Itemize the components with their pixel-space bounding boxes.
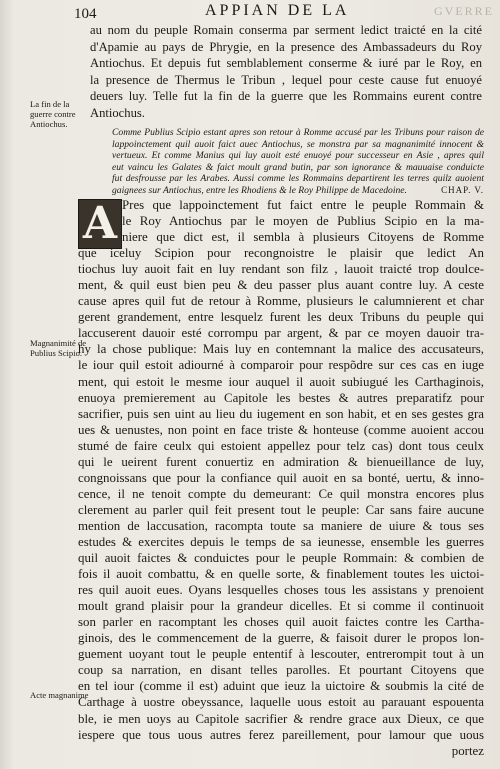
text-line: la presence de Thermus le Tribun , lequel pour ceste cause fut enuoyé [90,72,482,87]
text-line: niere que dict est, il sembla à plusieurs Citoyens de Romme [122,230,484,245]
text-line: d'Apamie au pays de Phrygie, en la presence des Ambassadeurs du Roy [90,39,482,54]
margin-note-magnanimity: Magnanimité de Publius Scipio. [30,338,87,358]
text-line: gerent grandement, entre lesquelz furent les deux Tribuns du peuple qui [78,310,484,325]
text-line: Pres que lappoinctement fut faict entre le peuple Rommain & [122,198,484,212]
text-line: quil auoit faictes & conduictes pour le peuple Rommain: & combien de [78,551,484,566]
text-line: moult grand plaisir pour la grandeur dicelles. Et si comme il continuoit [78,599,484,614]
margin-note-war-end: La fin de la guerre contre Antiochus. [30,99,76,129]
text-line: ment, & quil eust bien peu & deu passer plus auant contre luy. A ceste [78,278,484,293]
text-line: laccuserent dauoir esté corrompu par argent, & par ce moyen dauoir tra- [78,326,484,341]
text-line: Antiochus. [90,105,145,120]
text-line: le Roy Antiochus par le moyen de Publius Scipio en la ma- [122,214,484,229]
text-line: Antiochus. Et depuis fut semblablement conserme & iuré par le Roy, en [90,56,482,71]
text-line: son parler en racomptant les choses quil auoit faictes contre les Cartha- [78,615,484,630]
running-head: APPIAN DE LA [205,2,350,19]
main-body-text [78,197,484,759]
text-line: mention de laccusation, racompta toute sa maniere de uiure & tous ses [78,518,484,533]
text-line: ble, ie men uoys au Capitole sacrifier & rendre grace aux Dieux, ce que [78,711,484,726]
chapter-summary [112,127,484,196]
summary-line: Comme Publius Scipio estant apres son retour à Romme accusé par les Tribuns pour raison de [112,127,484,138]
text-line: en tel iour (comme il est) aduint que ieuz la uictoire & soubmis la cité de [78,679,484,694]
summary-line: fut desfrousse par les Arabes. Aussi comme les Rommains departirent les terres quilz auoient [112,173,484,184]
text-line: sacrifier, puis sen uint au lieu du iugement en son habit, et en ses gestes gra [78,406,484,421]
text-line: hy la chose publique: Mais luy en contemnant la malice des accusateurs, [78,342,484,357]
text-line: cence, il ne tenoit compte du demeurant: Ce quil monstra encores plus [78,486,484,501]
text-line: guement uoyant tout le peuple ententif à lescouter, entrerompit tout à un [78,647,484,662]
text-line: ment, qui estoit le mesme iour auquel il auoit subiugué les Carthaginois, [78,374,484,389]
bleed-through-text: GVERRE [434,4,494,18]
text-line: fois il auoit combattu, & en quelle sorte, & finablement toutes les uictoi- [78,567,484,582]
page-header [0,2,500,24]
text-line: Carthage à uostre obeyssance, laquelle uous estoit au parauant espouenta [78,695,484,710]
text-line: deuers luy. Telle fut la fin de la guerre que les Rommains eurent contre [90,89,482,104]
margin-note-magnanimous-act: Acte magnanime [30,690,89,700]
text-line: qui le ueirent furent conuertiz en admiration & bienueillance de luy, [78,454,484,469]
page-number: 104 [74,6,97,22]
summary-line: eut vaincu les Galates & faict moult grand butin, par son ignorance & mauuaise conduicte [112,161,484,173]
summary-line: gaignees sur Antiochus, entre les Rhodiens & le Roy Philippe de Macedoine. [112,184,407,196]
drop-cap-letter: A [82,198,118,249]
text-line: que iceluy Scipion pour recongnoistre le plaisir que ledict An [78,246,484,261]
text-line: tiochus luy auoit fait en luy rendant son filz , lauoit traicté trop doulce- [78,262,484,277]
text-line: coup sa narration, en disant telles parolles. Et pourtant Citoyens que [78,663,484,678]
catchword: portez [451,743,484,758]
text-line: le iour quil estoit adiourné à comparoir pour respõdre sur ces cas en iuge [78,358,484,373]
text-line: cause apres quil fut de retour à Romme, plusieurs le calumnierent et char [78,294,484,309]
text-line: stumé de faire ceulx qui estoient appellez pour telz cas) dont tous ceulx [78,438,484,453]
text-line: enuoya premierement au Capitole les bestes & autres preparatifz pour [78,390,484,405]
text-line: res quil auoit eues. Oyans lesquelles choses tous les assistans y prenoient [78,583,484,598]
text-line: au nom du peuple Romain conserma par serment ledict traicté en la cité [90,23,482,37]
text-line: ues & uenustes, non point en face triste & honteuse (comme auoient accou [78,422,484,437]
text-line: congnoissans que pour la confiance quil auoit en sa bonté, uertu, & inno- [78,470,484,485]
summary-line: lappoinctement quil auoit faict auec Antiochus, se monstra par sa magnanimité innocent & [112,138,484,150]
text-line: iespere que tous uous autres ferez pareillement, pour lamour que uous [78,727,484,742]
summary-line: vertueux. Et comme Manius qui luy auoit esté enuoyé pour successeur en Asie , apres quil [112,150,484,161]
chapter-number: CHAP. V. [441,184,484,195]
text-line: estudes & exercites depuis le temps de sa ieunesse, ensemble les guerres [78,534,484,549]
text-line: clerement au parler quil feit present tout le peuple: Car sans faire aucune [78,502,484,517]
text-line: ginois, des le commencement de la guerre, & faisoit durer le propos lon- [78,631,484,646]
intro-paragraph [90,22,482,122]
summary-last-line [112,185,484,197]
